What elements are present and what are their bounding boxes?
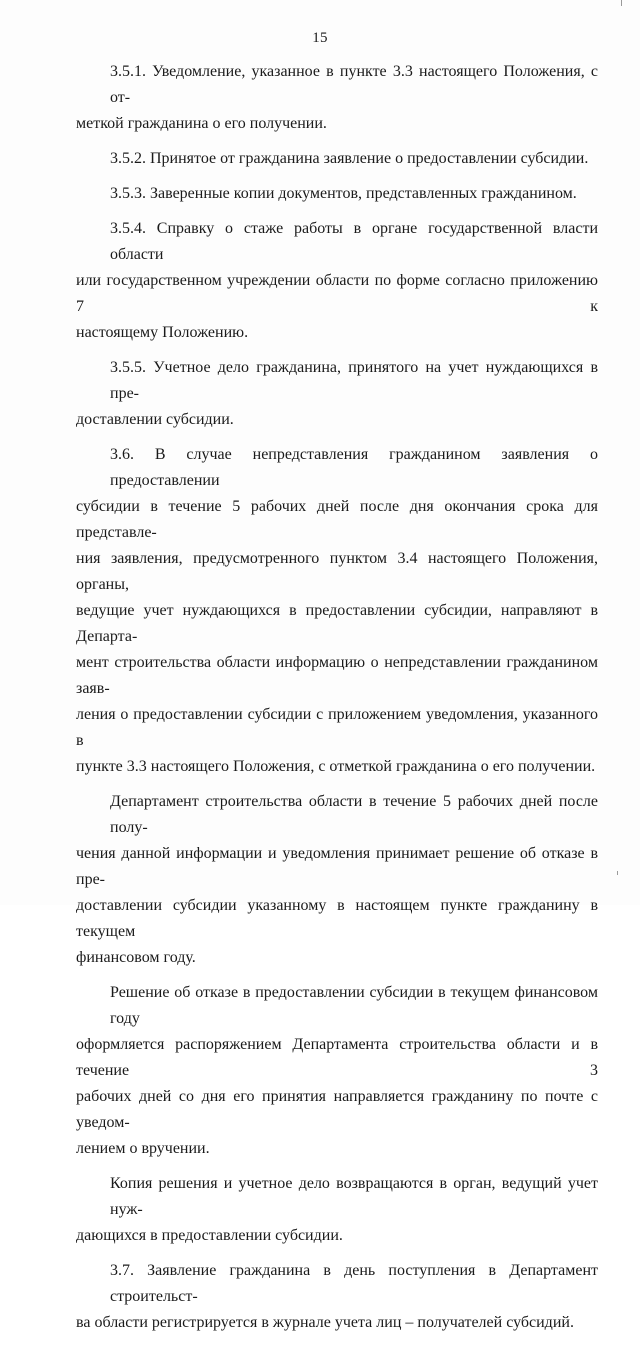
text-line: Решение об отказе в предоставлении субсидии в текущем финансовом году [110, 984, 598, 1027]
text-line: 3.5.3. Заверенные копии документов, представленных гражданином. [110, 185, 577, 202]
text-line: 3.7. Заявление гражданина в день поступления в Департамент строительст- [110, 1262, 598, 1305]
text-line: мент строительства области информацию о непредставлении гражданином заяв- [76, 654, 598, 697]
text-line: чения данной информации и уведомления принимает решение об отказе в пре- [76, 845, 598, 888]
text-line: рабочих дней со дня его принятия направляется гражданину по почте с уведом- [76, 1088, 598, 1131]
text-line: 3.5.4. Справку о стаже работы в органе государственной власти области [110, 220, 598, 263]
scan-edge-mark [621, 0, 622, 6]
text-line: 3.5.5. Учетное дело гражданина, принятого на учет нуждающихся в пре- [110, 359, 598, 402]
text-line: 3.5.2. Принятое от гражданина заявление о предоставлении субсидии. [110, 150, 589, 167]
paragraph [76, 146, 598, 172]
text-line: дающихся в предоставлении субсидии. [76, 1227, 343, 1244]
text-line: 3.5.1. Уведомление, указанное в пункте 3.3 настоящего Положения, с от- [110, 63, 598, 106]
text-line: ведущие учет нуждающихся в предоставлении субсидии, направляют в Департа- [76, 602, 598, 645]
text-line: или государственном учреждении области по форме согласно приложению 7 к [76, 272, 598, 315]
document-body [76, 59, 598, 1345]
text-line: Копия решения и учетное дело возвращаются в орган, ведущий учет нуж- [110, 1175, 598, 1218]
text-line: доставлении субсидии. [76, 411, 234, 428]
text-line: субсидии в течение 5 рабочих дней после дня окончания срока для представле- [76, 498, 598, 541]
text-line: 3.6. В случае непредставления гражданином заявления о предоставлении [110, 446, 598, 489]
text-line: оформляется распоряжением Департамента строительства области и в течение 3 [76, 1036, 598, 1079]
text-line: доставлении субсидии указанному в настоящем пункте гражданину в текущем [76, 897, 598, 940]
paragraph [76, 980, 598, 1162]
paragraph [76, 1171, 598, 1249]
page-number: 15 [312, 30, 328, 46]
paragraph [76, 789, 598, 971]
text-line: ния заявления, предусмотренного пунктом 3.4 настоящего Положения, органы, [76, 550, 598, 593]
paragraph [76, 442, 598, 780]
text-line: пункте 3.3 настоящего Положения, с отметкой гражданина о его получении. [76, 758, 596, 775]
text-line: ва области регистрируется в журнале учета лиц – получателей субсидий. [76, 1314, 574, 1331]
text-line: ления о предоставлении субсидии с приложением уведомления, указанного в [76, 706, 598, 749]
text-line: настоящему Положению. [76, 324, 249, 341]
paragraph [76, 1258, 598, 1336]
text-line: финансовом году. [76, 949, 196, 966]
text-line: Департамент строительства области в течение 5 рабочих дней после полу- [110, 793, 598, 836]
scan-edge-mark [617, 871, 618, 875]
paragraph [76, 216, 598, 346]
text-line: меткой гражданина о его получении. [76, 115, 327, 132]
paragraph [76, 355, 598, 433]
paragraph [76, 181, 598, 207]
text-line: лением о вручении. [76, 1140, 210, 1157]
paragraph [76, 59, 598, 137]
